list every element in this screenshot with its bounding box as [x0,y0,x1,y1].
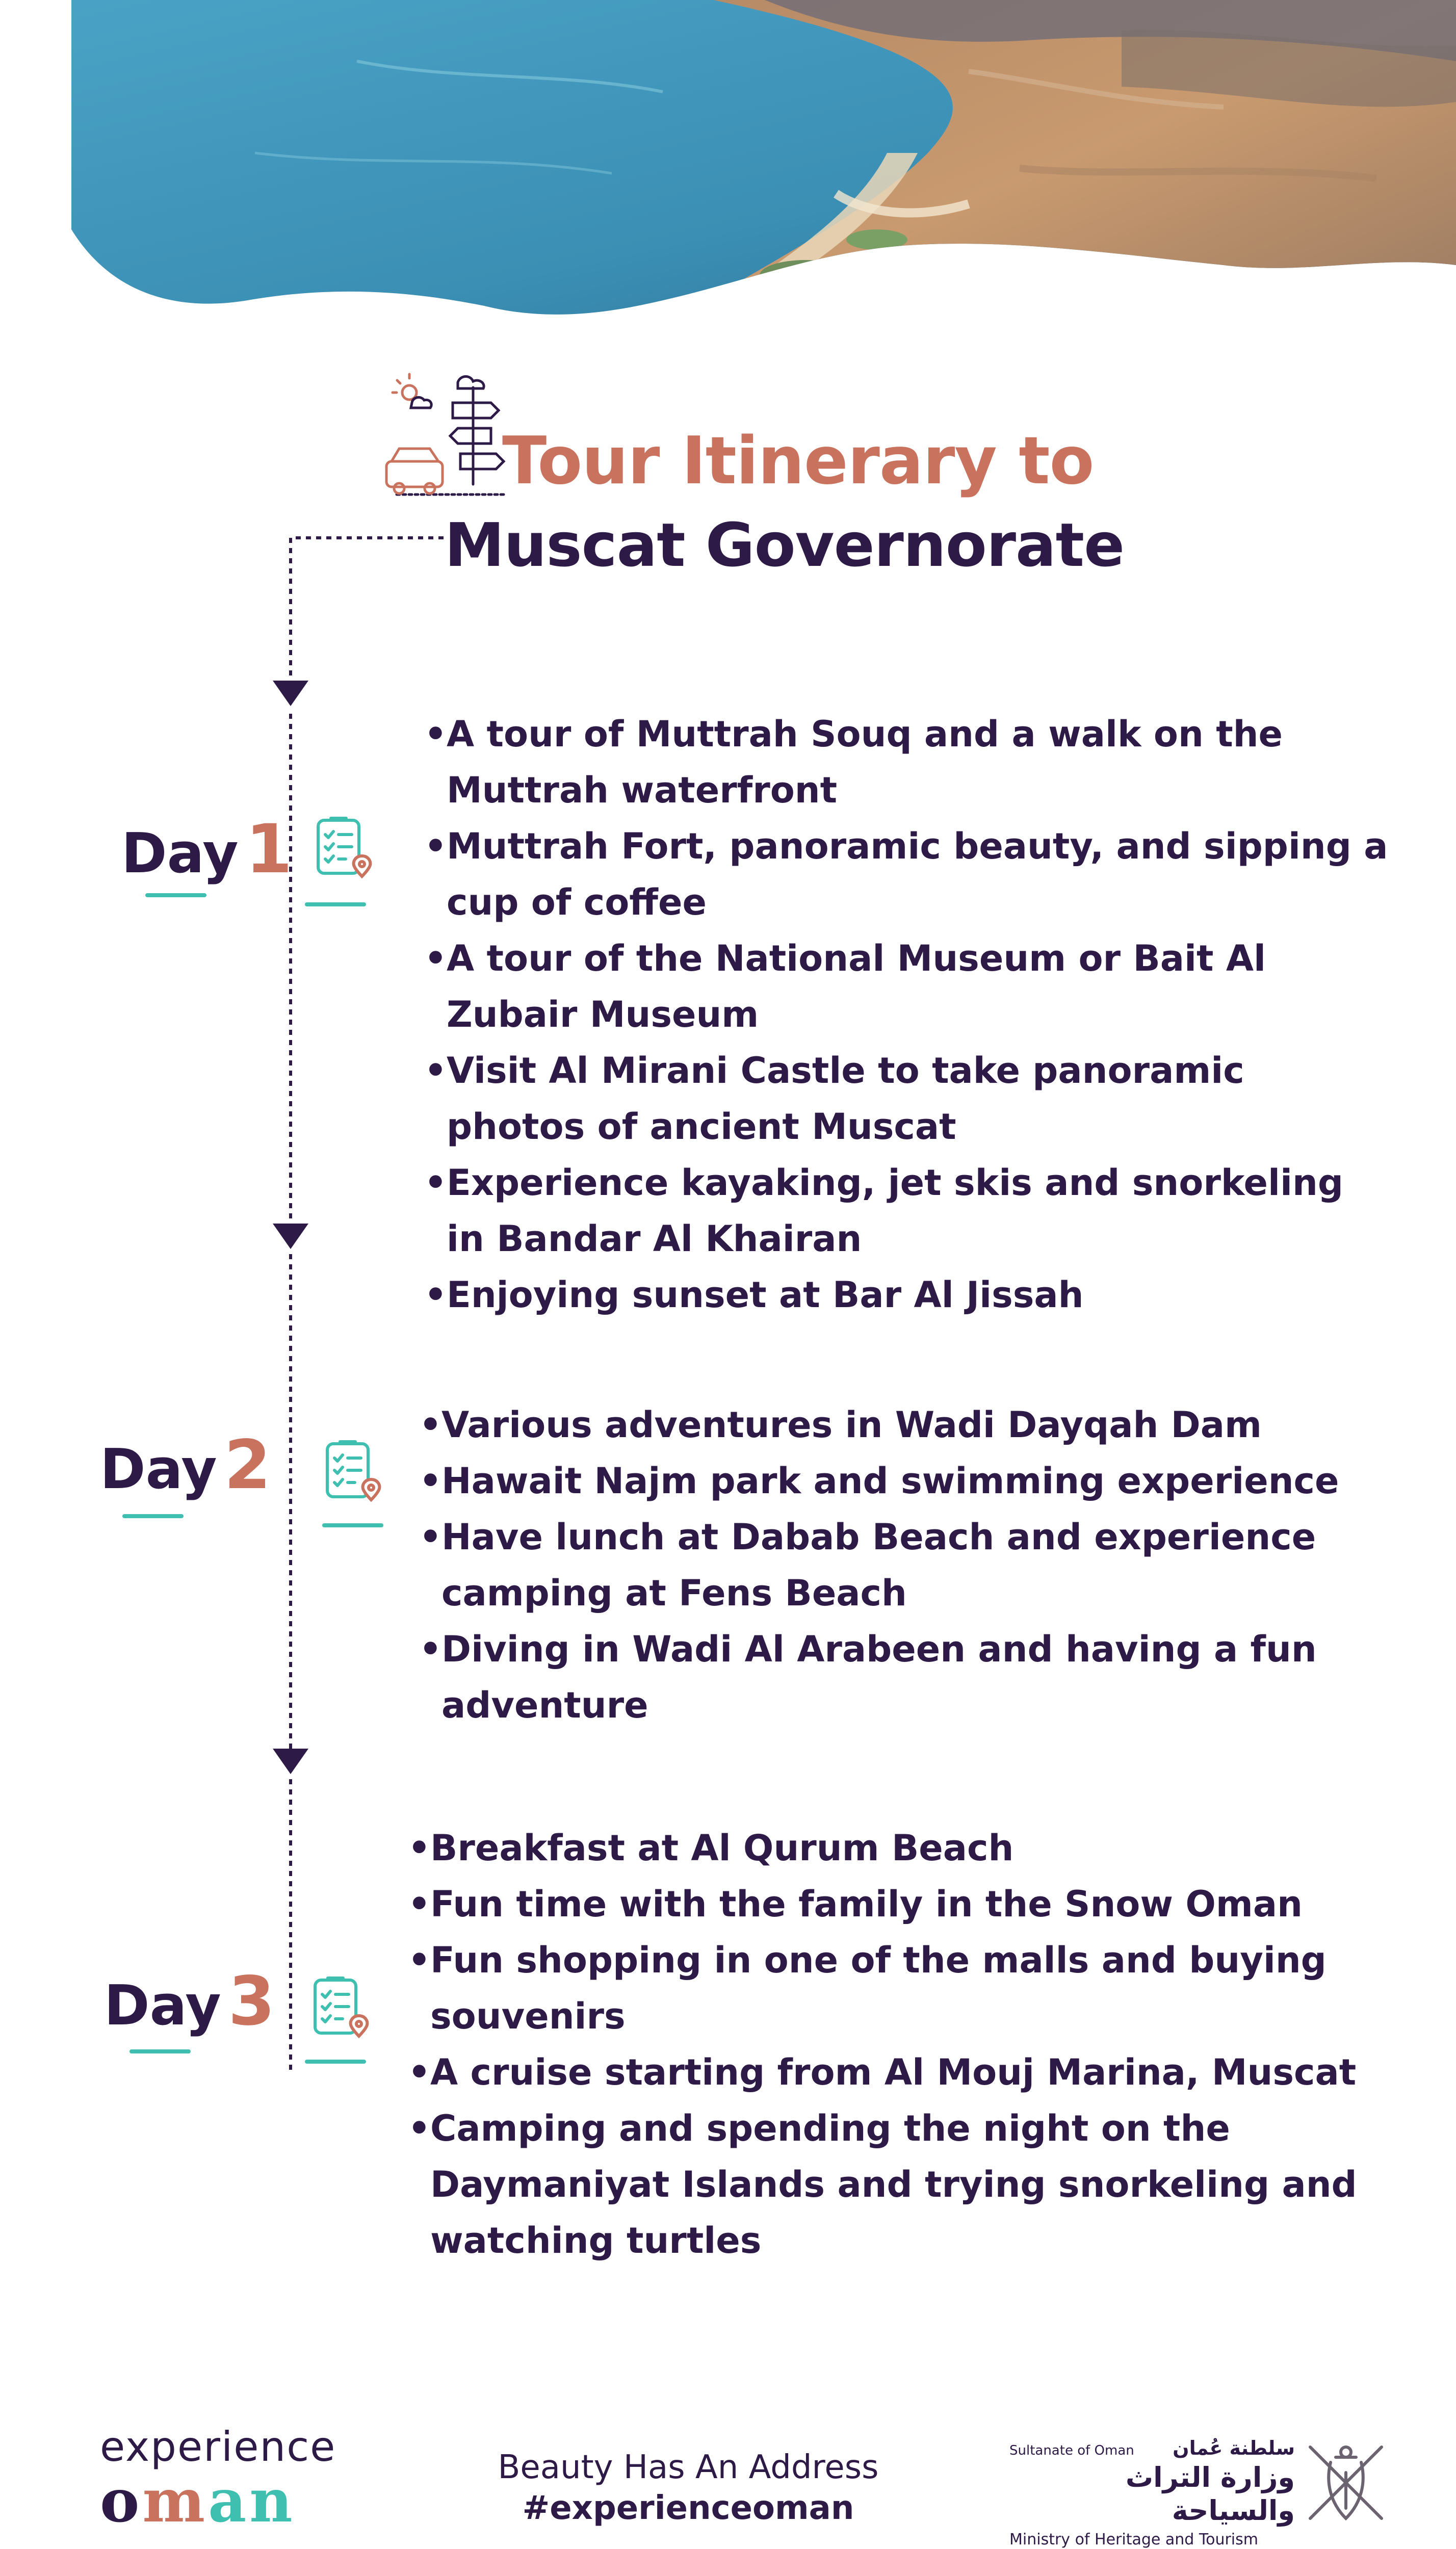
experience-oman-logo [100,2423,336,2536]
day-1-underline [145,893,206,897]
timeline-arrow-down-icon [273,1224,308,1249]
sultanate-label: Sultanate of Oman [1009,2443,1134,2458]
day-2-activity-list [418,1397,1387,1733]
day-2-underline [122,1514,184,1518]
timeline-arrow-down-icon [273,1749,308,1774]
list-item: • Experience kayaking, jet skis and snorkeling in Bandar Al Khairan [423,1155,1392,1267]
checklist-location-icon [310,1973,371,2039]
national-emblem-icon [1295,2432,1397,2534]
day-word: Day [104,1974,221,2038]
hashtag-text: #experienceoman [522,2489,854,2527]
travel-signpost-car-icon [381,372,514,500]
day-3-icon-underline [305,2060,366,2064]
checklist-location-icon [322,1437,383,1503]
day-2-icon-underline [322,1523,383,1527]
day-word: Day [121,822,239,886]
list-item: • Hawait Najm park and swimming experience [418,1453,1387,1509]
day-number: 1 [245,810,293,889]
list-item: • Muttrah Fort, panoramic beauty, and sipping a cup of coffee [423,818,1392,930]
list-item: • Visit Al Mirani Castle to take panoramic photos of ancient Muscat [423,1043,1392,1155]
list-item: • A tour of the National Museum or Bait Al Zubair Museum [423,930,1392,1043]
ministry-logo-text [1009,2437,1295,2548]
day-3-label [104,1962,275,2041]
page-title-line-2: Muscat Governorate [445,510,1125,580]
list-item: • A cruise starting from Al Mouj Marina, Muscat [407,2044,1375,2100]
day-number: 2 [224,1426,271,1504]
sultanate-label-arabic: سلطنة عُمان [1173,2437,1295,2459]
list-item: • Fun time with the family in the Snow Oman [407,1876,1375,1932]
checklist-location-icon [313,813,374,879]
day-2-label [100,1426,271,1504]
logo-wordmark-bottom: oman [100,2466,296,2536]
page-title-line-1: Tour Itinerary to [502,423,1094,499]
day-1-icon-underline [305,902,366,906]
list-item: • A tour of Muttrah Souq and a walk on the Muttrah waterfront [423,706,1392,818]
list-item: • Enjoying sunset at Bar Al Jissah [423,1267,1392,1323]
ministry-name: Ministry of Heritage and Tourism [1009,2530,1258,2548]
list-item: • Have lunch at Dabab Beach and experience camping at Fens Beach [418,1509,1387,1621]
hero-coastline-image [0,0,1456,326]
day-1-label [121,810,293,889]
tagline-text: Beauty Has An Address [498,2449,879,2486]
day-number: 3 [228,1962,275,2041]
timeline-arrow-down-icon [273,681,308,706]
logo-wordmark-top: experience [100,2423,336,2470]
ministry-name-arabic: وزارة التراث والسياحة [1125,2461,1295,2527]
list-item: • Breakfast at Al Qurum Beach [407,1820,1375,1876]
list-item: • Diving in Wadi Al Arabeen and having a fun adventure [418,1621,1387,1733]
day-3-underline [129,2049,191,2053]
footer-tagline [459,2447,918,2529]
day-word: Day [100,1438,217,1501]
list-item: • Fun shopping in one of the malls and buying souvenirs [407,1932,1375,2044]
list-item: • Various adventures in Wadi Dayqah Dam [418,1397,1387,1453]
day-3-activity-list [407,1820,1375,2269]
day-1-activity-list [423,706,1392,1323]
list-item: • Camping and spending the night on the Daymaniyat Islands and trying snorkeling and watching turtles [407,2100,1375,2269]
